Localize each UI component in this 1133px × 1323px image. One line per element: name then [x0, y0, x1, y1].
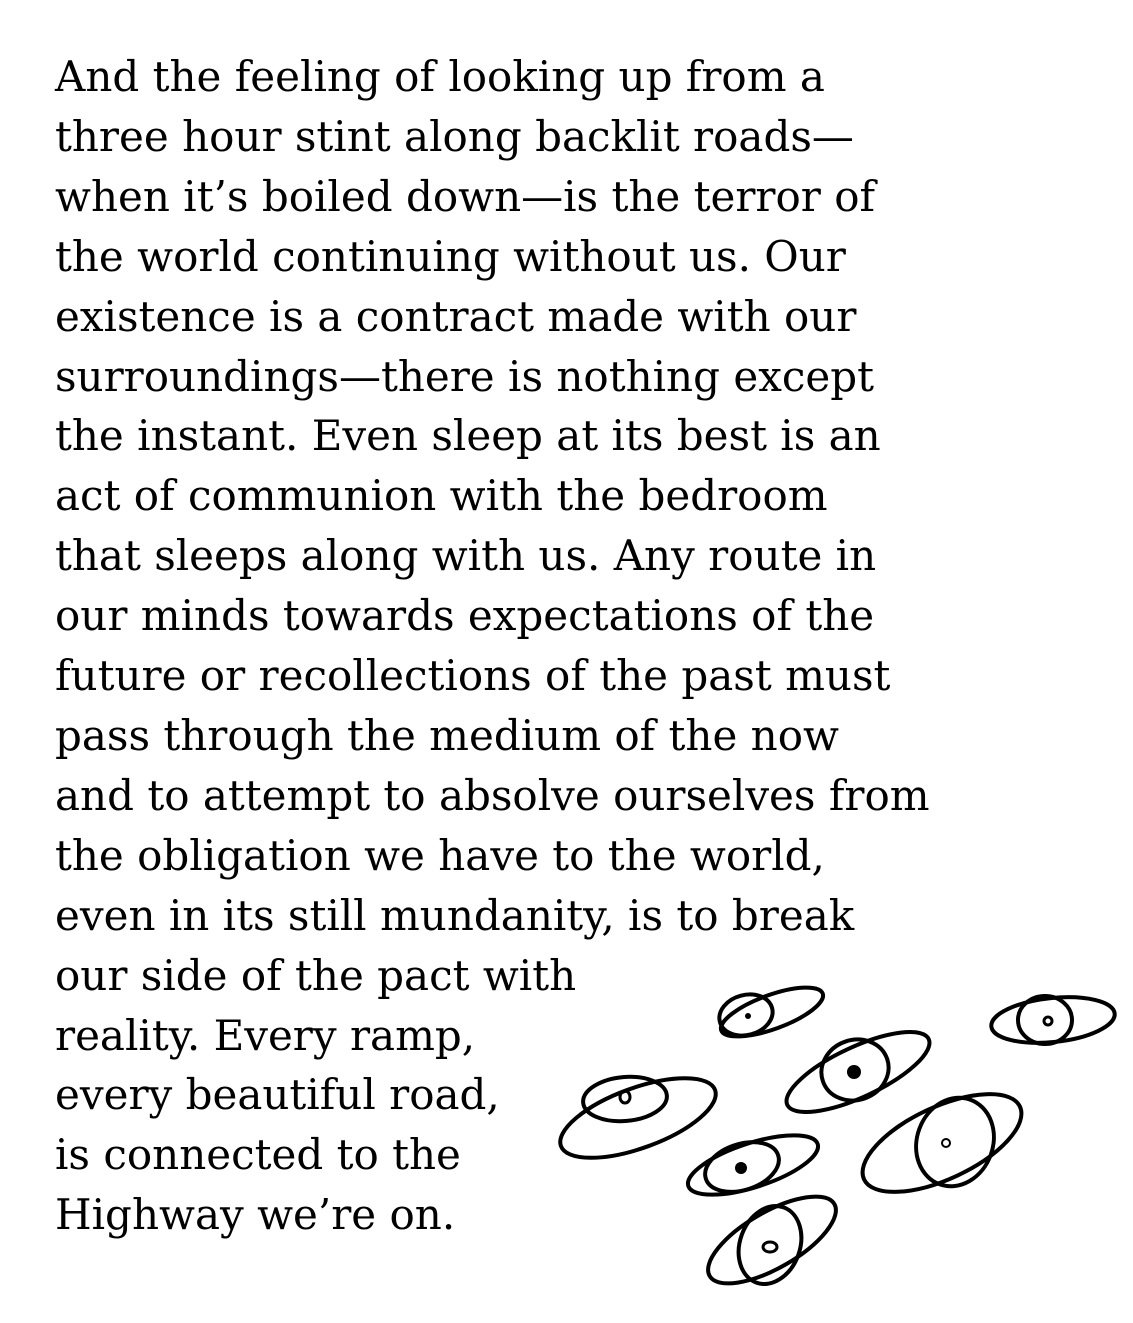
eye-icon: [989, 992, 1117, 1049]
text-line: act of communion with the bedroom: [55, 471, 828, 521]
eye-icon: [551, 1062, 726, 1174]
eye-icon: [777, 1016, 940, 1127]
text-line: when it’s boiled down—is the terror of: [55, 171, 876, 221]
text-line: the instant. Even sleep at its best is an: [55, 411, 881, 461]
text-line: our side of the pact with: [55, 950, 577, 1000]
eye-icon: [849, 1074, 1035, 1212]
text-line: pass through the medium of the now: [55, 710, 839, 760]
text-line: the world continuing without us. Our: [55, 231, 846, 281]
eye-icon: [715, 978, 829, 1047]
text-line: that sleeps along with us. Any route in: [55, 531, 877, 581]
text-line: the obligation we have to the world,: [55, 830, 825, 880]
text-line: existence is a contract made with our: [55, 291, 857, 341]
text-line: every beautiful road,: [55, 1070, 500, 1120]
text-line: and to attempt to absolve ourselves from: [55, 770, 930, 820]
text-line: reality. Every ramp,: [55, 1010, 476, 1060]
eye-icon: [682, 1123, 825, 1207]
text-line: our minds towards expectations of the: [55, 591, 875, 641]
text-line: is connected to the: [55, 1130, 461, 1180]
text-line: even in its still mundanity, is to break: [55, 890, 855, 940]
text-line: future or recollections of the past must: [55, 651, 891, 701]
text-line: Highway we’re on.: [55, 1190, 456, 1240]
eye-icon: [696, 1180, 849, 1300]
text-line: surroundings—there is nothing except: [55, 351, 875, 401]
text-line: three hour stint along backlit roads—: [55, 111, 854, 161]
text-line: And the feeling of looking up from a: [55, 52, 825, 101]
